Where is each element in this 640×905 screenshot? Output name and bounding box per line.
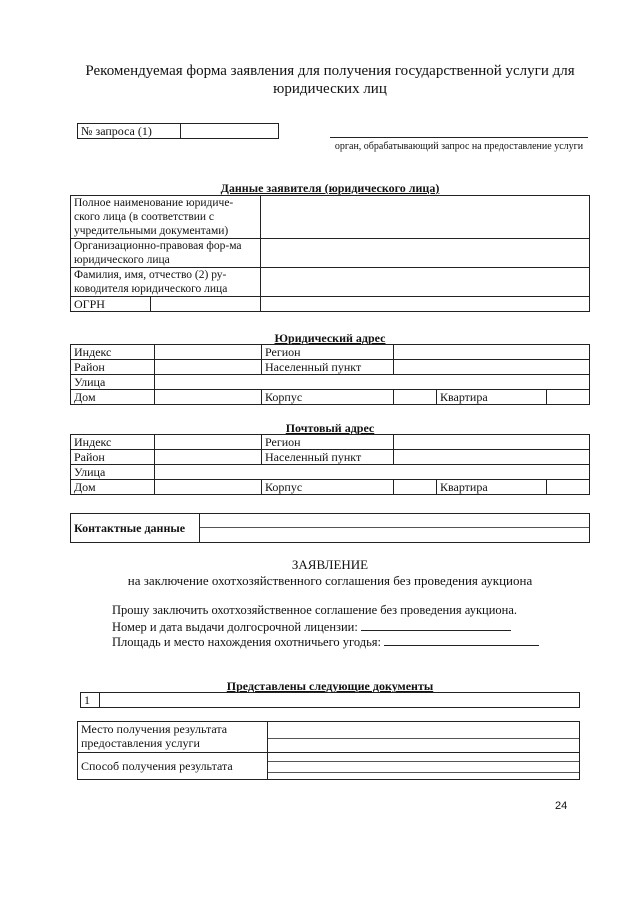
full-name-label: Полное наименование юридиче-ского лица (в соответствии с учредительными документами) bbox=[71, 196, 261, 239]
result-method-label: Способ получения результата bbox=[78, 753, 268, 780]
contacts-divider bbox=[200, 527, 589, 528]
legal-district-field[interactable] bbox=[155, 360, 262, 375]
documents-row-number: 1 bbox=[81, 693, 100, 708]
legal-house-field[interactable] bbox=[155, 390, 262, 405]
statement-line-3: Площадь и место нахождения охотничьего угодья: bbox=[112, 635, 382, 649]
contacts-table bbox=[70, 513, 590, 543]
documents-row-field[interactable] bbox=[100, 693, 580, 708]
ogrn-field-a[interactable] bbox=[151, 297, 260, 311]
legal-building-label: Корпус bbox=[262, 390, 394, 405]
applicant-heading: Данные заявителя (юридического лица) bbox=[220, 181, 440, 195]
postal-index-label: Индекс bbox=[71, 435, 155, 450]
postal-index-field[interactable] bbox=[155, 435, 262, 450]
legal-region-field[interactable] bbox=[394, 345, 590, 360]
contacts-field[interactable] bbox=[200, 514, 590, 543]
postal-locality-field[interactable] bbox=[394, 450, 590, 465]
result-method-divider-2 bbox=[268, 772, 579, 773]
legal-district-label: Район bbox=[71, 360, 155, 375]
legal-locality-field[interactable] bbox=[394, 360, 590, 375]
result-place-label: Место получения результата предоставления услуги bbox=[78, 722, 268, 753]
legal-address-table bbox=[70, 344, 590, 405]
statement-subheading: на заключение охотхозяйственного соглашения без проведения аукциона bbox=[127, 573, 533, 588]
result-method-field[interactable] bbox=[268, 753, 580, 780]
legal-index-label: Индекс bbox=[71, 345, 155, 360]
legal-apartment-field[interactable] bbox=[547, 390, 590, 405]
full-name-field[interactable] bbox=[261, 196, 590, 239]
request-number-label: № запроса (1) bbox=[78, 124, 181, 139]
organ-signature-line bbox=[330, 137, 588, 138]
postal-region-field[interactable] bbox=[394, 435, 590, 450]
postal-street-field[interactable] bbox=[155, 465, 590, 480]
license-field[interactable] bbox=[361, 619, 511, 631]
postal-district-field[interactable] bbox=[155, 450, 262, 465]
legal-building-field[interactable] bbox=[394, 390, 437, 405]
ogrn-label: ОГРН bbox=[71, 297, 151, 311]
head-name-label: Фамилия, имя, отчество (2) ру-ководителя юридического лица bbox=[71, 268, 261, 297]
request-number-table bbox=[77, 123, 279, 139]
statement-heading: ЗАЯВЛЕНИЕ bbox=[291, 557, 369, 572]
legal-street-field[interactable] bbox=[155, 375, 590, 390]
postal-district-label: Район bbox=[71, 450, 155, 465]
legal-index-field[interactable] bbox=[155, 345, 262, 360]
postal-house-label: Дом bbox=[71, 480, 155, 495]
legal-house-label: Дом bbox=[71, 390, 155, 405]
ogrn-field[interactable] bbox=[261, 297, 590, 312]
postal-house-field[interactable] bbox=[155, 480, 262, 495]
postal-street-label: Улица bbox=[71, 465, 155, 480]
postal-region-label: Регион bbox=[262, 435, 394, 450]
postal-address-heading: Почтовый адрес bbox=[285, 421, 375, 435]
legal-locality-label: Населенный пункт bbox=[262, 360, 394, 375]
head-name-field[interactable] bbox=[261, 268, 590, 297]
result-place-field[interactable] bbox=[268, 722, 580, 753]
legal-form-field[interactable] bbox=[261, 239, 590, 268]
legal-apartment-label: Квартира bbox=[437, 390, 547, 405]
result-method-divider-1 bbox=[268, 761, 579, 762]
statement-line-1: Прошу заключить охотхозяйственное соглашение без проведения аукциона. bbox=[112, 603, 518, 617]
request-number-field[interactable] bbox=[181, 124, 279, 139]
statement-line-3-row bbox=[112, 634, 539, 650]
postal-apartment-field[interactable] bbox=[547, 480, 590, 495]
legal-form-label: Организационно-правовая фор-ма юридического лица bbox=[71, 239, 261, 268]
result-table bbox=[77, 721, 580, 780]
result-place-divider bbox=[268, 738, 579, 739]
page-number: 24 bbox=[555, 800, 568, 812]
postal-address-table bbox=[70, 434, 590, 495]
statement-line-2: Номер и дата выдачи долгосрочной лицензии: bbox=[112, 620, 358, 634]
documents-table bbox=[80, 692, 580, 708]
legal-address-heading: Юридический адрес bbox=[274, 331, 386, 345]
organ-caption: орган, обрабатывающий запрос на предоставление услуги bbox=[334, 141, 584, 152]
statement-line-2-row bbox=[112, 619, 511, 635]
documents-heading: Представлены следующие документы bbox=[226, 679, 434, 693]
legal-street-label: Улица bbox=[71, 375, 155, 390]
postal-locality-label: Населенный пункт bbox=[262, 450, 394, 465]
contacts-label: Контактные данные bbox=[71, 514, 200, 543]
form-title: Рекомендуемая форма заявления для получения государственной услуги для юридических лиц bbox=[85, 63, 575, 97]
postal-building-label: Корпус bbox=[262, 480, 394, 495]
legal-region-label: Регион bbox=[262, 345, 394, 360]
hunting-area-field[interactable] bbox=[384, 634, 539, 646]
applicant-table bbox=[70, 195, 590, 312]
postal-apartment-label: Квартира bbox=[437, 480, 547, 495]
postal-building-field[interactable] bbox=[394, 480, 437, 495]
